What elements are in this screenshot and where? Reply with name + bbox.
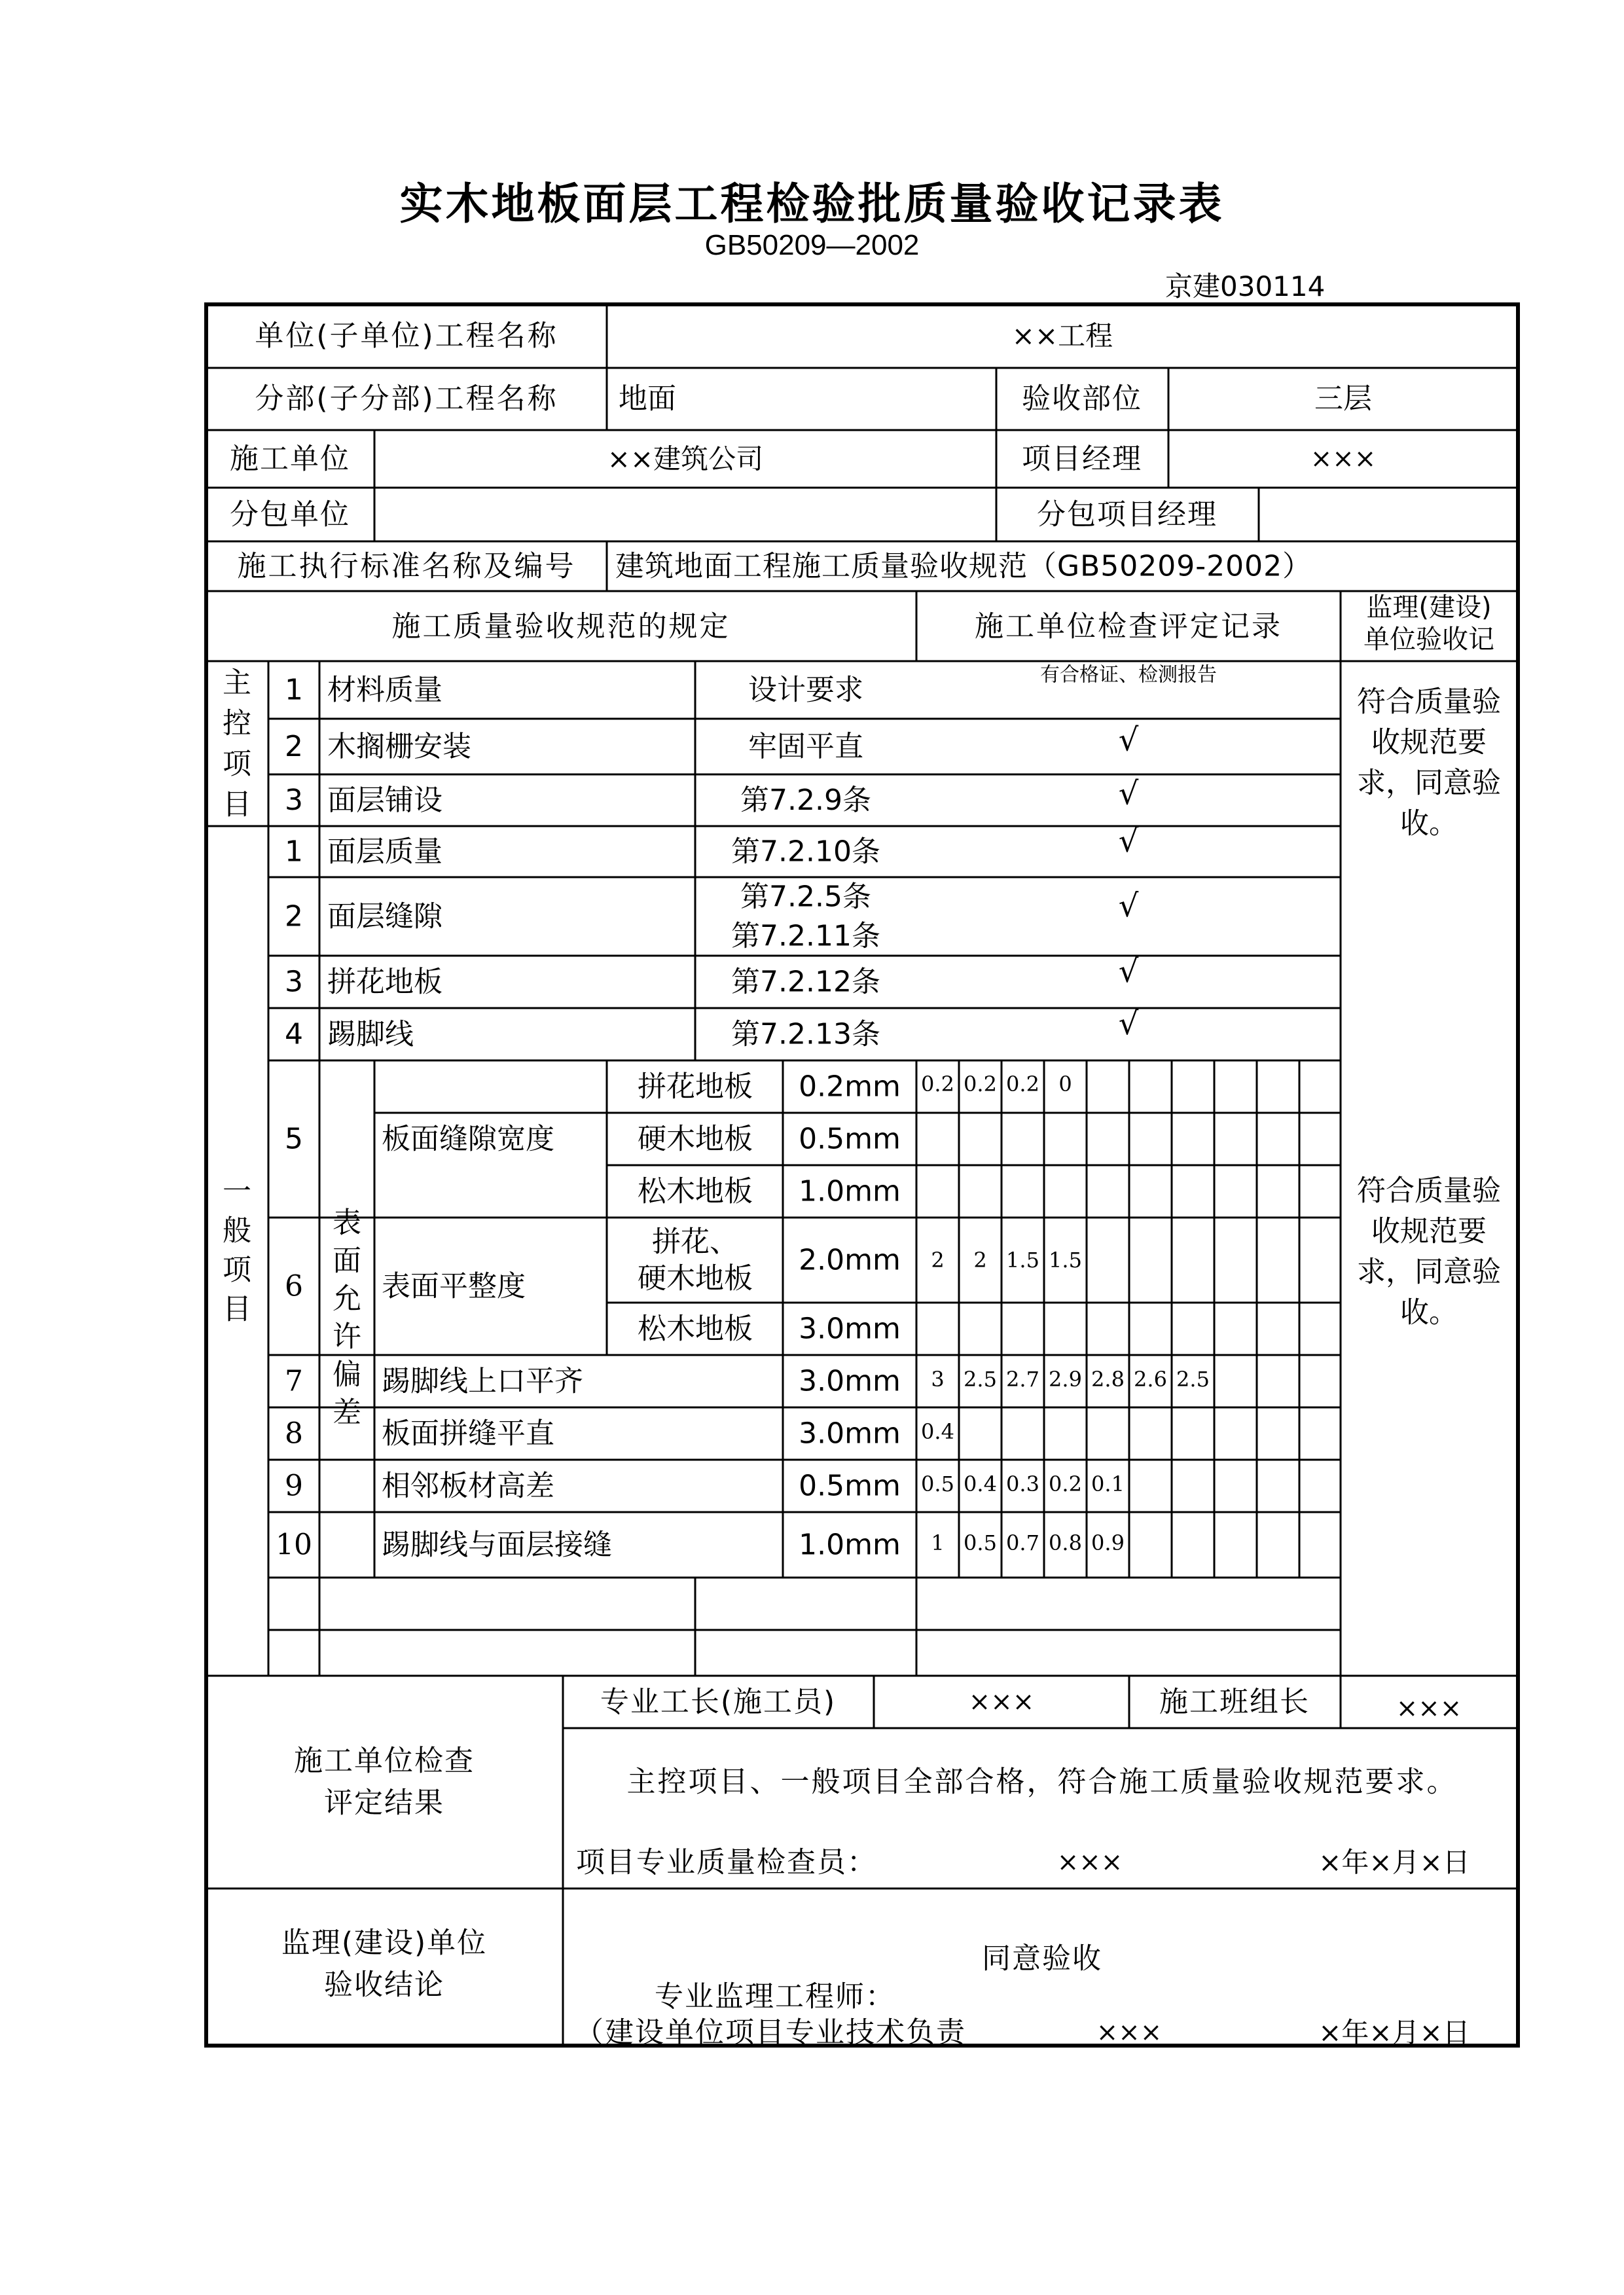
contractor-result-label: 施工单位检查 bbox=[294, 1744, 475, 1778]
measured-value: 0.7 bbox=[1006, 1530, 1039, 1555]
item-number: 2 bbox=[285, 730, 303, 763]
main-control-conclusion: 符合质量验 bbox=[1357, 685, 1501, 719]
table-cells bbox=[223, 319, 1501, 2050]
main-control-conclusion: 求，同意验 bbox=[1357, 766, 1501, 800]
supervisor-conclusion: 同意验收 bbox=[982, 1942, 1102, 1976]
check-mark: √ bbox=[1118, 823, 1139, 859]
item-name: 踢脚线上口平齐 bbox=[382, 1364, 583, 1398]
measured-value: 0.5 bbox=[921, 1472, 954, 1496]
measured-value: 1 bbox=[931, 1530, 945, 1555]
contractor-value: ××建筑公司 bbox=[607, 443, 764, 475]
measured-value: 0.3 bbox=[1006, 1472, 1039, 1496]
subcontractor-label: 分包单位 bbox=[230, 497, 350, 532]
sub-item-name: 拼花、 bbox=[652, 1225, 738, 1259]
main-control-label: 主 bbox=[223, 666, 251, 700]
item-name: 板面拼缝平直 bbox=[382, 1417, 554, 1451]
item-name: 板面缝隙宽度 bbox=[382, 1122, 554, 1156]
supervisor-signature: ××× bbox=[1096, 2017, 1163, 2048]
inspection-part-value: 三层 bbox=[1314, 382, 1372, 416]
team-leader-value: ××× bbox=[1396, 1693, 1462, 1724]
sub-item-name: 硬木地板 bbox=[638, 1122, 753, 1156]
measured-value: 3 bbox=[931, 1367, 945, 1392]
tolerance-value: 1.0mm bbox=[799, 1174, 901, 1208]
check-mark: √ bbox=[1118, 888, 1139, 924]
supervisor-result-label: 验收结论 bbox=[324, 1968, 444, 2002]
spec-rules-header: 施工质量验收规范的规定 bbox=[391, 609, 731, 643]
supervisor-header-line2: 单位验收记 bbox=[1363, 624, 1494, 655]
item-requirement: 第7.2.10条 bbox=[731, 835, 880, 869]
measured-value: 2.5 bbox=[1176, 1367, 1210, 1392]
measured-value: 0 bbox=[1058, 1072, 1072, 1096]
tolerance-value: 0.5mm bbox=[799, 1469, 901, 1503]
supervisor-date: ×年×月×日 bbox=[1318, 2016, 1470, 2049]
general-items-label: 一 bbox=[223, 1174, 251, 1208]
item-requirement: 第7.2.11条 bbox=[731, 919, 880, 953]
item-name: 面层缝隙 bbox=[327, 899, 442, 933]
item-number: 9 bbox=[285, 1469, 303, 1503]
form-code: 京建030114 bbox=[1165, 270, 1326, 302]
measured-value: 2 bbox=[973, 1248, 987, 1273]
item-number: 2 bbox=[285, 899, 303, 933]
sub-item-name: 松木地板 bbox=[638, 1312, 753, 1346]
measured-value: 2.6 bbox=[1134, 1367, 1167, 1392]
item-name: 面层质量 bbox=[327, 835, 442, 869]
sub-item-name: 硬木地板 bbox=[638, 1261, 753, 1295]
tolerance-value: 0.2mm bbox=[799, 1070, 901, 1104]
division-name-label: 分部(子分部)工程名称 bbox=[255, 382, 558, 416]
item-requirement: 第7.2.12条 bbox=[731, 965, 880, 999]
tolerance-value: 0.5mm bbox=[799, 1122, 901, 1156]
measured-value: 0.2 bbox=[1049, 1472, 1082, 1496]
project-name-value: ××工程 bbox=[1011, 319, 1113, 352]
item-number: 3 bbox=[285, 784, 303, 817]
item-requirement: 第7.2.13条 bbox=[731, 1017, 880, 1051]
item-name: 表面平整度 bbox=[382, 1269, 526, 1303]
contractor-label: 施工单位 bbox=[230, 442, 350, 476]
contractor-result-label: 评定结果 bbox=[324, 1786, 444, 1820]
item-requirement: 第7.2.9条 bbox=[740, 784, 871, 817]
measured-value: 2.8 bbox=[1091, 1367, 1125, 1392]
sub-manager-label: 分包项目经理 bbox=[1037, 497, 1218, 532]
foreman-value: ××× bbox=[968, 1687, 1035, 1717]
project-name-label: 单位(子单位)工程名称 bbox=[255, 319, 558, 353]
measured-value: 1.5 bbox=[1049, 1248, 1082, 1273]
tolerance-value: 2.0mm bbox=[799, 1243, 901, 1277]
measured-value: 0.4 bbox=[921, 1419, 954, 1444]
item-name: 木搁栅安装 bbox=[327, 730, 471, 763]
measured-value: 0.8 bbox=[1049, 1530, 1082, 1555]
inspector-label: 项目专业质量检查员： bbox=[576, 1845, 877, 1879]
supervisor-engineer-label: 专业监理工程师： bbox=[655, 1979, 895, 2014]
measured-value: 0.4 bbox=[964, 1472, 997, 1496]
item-name: 相邻板材高差 bbox=[382, 1469, 554, 1503]
measured-value: 2.7 bbox=[1006, 1367, 1039, 1392]
general-conclusion: 收规范要 bbox=[1371, 1214, 1487, 1248]
measured-value: 0.2 bbox=[1006, 1072, 1039, 1096]
sub-item-name: 拼花地板 bbox=[638, 1070, 753, 1104]
item-requirement: 第7.2.5条 bbox=[740, 880, 871, 914]
measured-value: 0.1 bbox=[1091, 1472, 1125, 1496]
tolerance-value: 3.0mm bbox=[799, 1417, 901, 1451]
general-conclusion: 符合质量验 bbox=[1357, 1174, 1501, 1208]
deviation-label: 差 bbox=[333, 1396, 361, 1430]
item-name: 踢脚线与面层接缝 bbox=[382, 1528, 612, 1562]
item-number: 8 bbox=[285, 1417, 303, 1451]
item-requirement: 设计要求 bbox=[748, 673, 863, 707]
contractor-result-text: 主控项目、一般项目全部合格，符合施工质量验收规范要求。 bbox=[626, 1765, 1458, 1799]
item-number: 1 bbox=[285, 835, 303, 869]
inspection-part-label: 验收部位 bbox=[1022, 382, 1142, 416]
contractor-record-header: 施工单位检查评定记录 bbox=[975, 609, 1282, 643]
general-conclusion: 求，同意验 bbox=[1357, 1255, 1501, 1289]
sub-item-name: 松木地板 bbox=[638, 1174, 753, 1208]
page-title: 实木地板面层工程检验批质量验收记录表 bbox=[399, 179, 1225, 229]
measured-value: 1.5 bbox=[1006, 1248, 1039, 1273]
tolerance-value: 1.0mm bbox=[799, 1528, 901, 1562]
measured-value: 0.5 bbox=[964, 1530, 997, 1555]
item-number: 3 bbox=[285, 965, 303, 999]
deviation-label: 表 bbox=[333, 1206, 361, 1240]
general-items-label: 目 bbox=[223, 1292, 251, 1326]
check-mark: √ bbox=[1118, 1005, 1139, 1042]
measured-value: 0.2 bbox=[921, 1072, 954, 1096]
project-manager-value: ××× bbox=[1310, 444, 1377, 474]
deviation-label: 面 bbox=[333, 1244, 361, 1278]
measured-value: 0.9 bbox=[1091, 1530, 1125, 1555]
tolerance-value: 3.0mm bbox=[799, 1364, 901, 1398]
measured-value: 2 bbox=[931, 1248, 945, 1273]
team-leader-label: 施工班组长 bbox=[1159, 1685, 1310, 1719]
owner-representative-label: （建设单位项目专业技术负责 bbox=[575, 2015, 966, 2050]
measured-value: 0.2 bbox=[964, 1072, 997, 1096]
spec-name-label: 施工执行标准名称及编号 bbox=[237, 549, 576, 583]
item-number: 4 bbox=[285, 1017, 303, 1051]
item-number: 1 bbox=[285, 673, 303, 707]
inspector-value: ××× bbox=[1056, 1847, 1123, 1877]
item-requirement: 牢固平直 bbox=[748, 730, 863, 763]
main-control-conclusion: 收规范要 bbox=[1371, 725, 1487, 759]
check-mark: √ bbox=[1118, 721, 1139, 759]
check-mark: √ bbox=[1118, 775, 1139, 812]
item-name: 面层铺设 bbox=[327, 784, 442, 817]
item-number: 10 bbox=[276, 1528, 312, 1562]
inspection-date: ×年×月×日 bbox=[1318, 1846, 1470, 1879]
spec-name-value: 建筑地面工程施工质量验收规范（GB50209-2002） bbox=[615, 549, 1312, 583]
deviation-label: 允 bbox=[333, 1282, 361, 1316]
main-control-label: 目 bbox=[223, 787, 251, 822]
supervisor-header-line1: 监理(建设) bbox=[1366, 592, 1492, 623]
standard-code: GB50209—2002 bbox=[704, 229, 920, 261]
item-name: 踢脚线 bbox=[327, 1017, 414, 1051]
general-items-label: 般 bbox=[223, 1214, 251, 1248]
foreman-label: 专业工长(施工员) bbox=[600, 1685, 837, 1719]
tolerance-value: 3.0mm bbox=[799, 1312, 901, 1346]
main-control-label: 控 bbox=[223, 706, 251, 740]
item-number: 7 bbox=[285, 1364, 303, 1398]
item-number: 6 bbox=[285, 1269, 303, 1303]
deviation-label: 偏 bbox=[333, 1358, 361, 1392]
division-name-value: 地面 bbox=[619, 382, 676, 416]
general-conclusion: 收。 bbox=[1400, 1295, 1458, 1329]
measured-value: 2.9 bbox=[1049, 1367, 1082, 1392]
item-record: 有合格证、检测报告 bbox=[1040, 663, 1217, 687]
project-manager-label: 项目经理 bbox=[1022, 442, 1142, 476]
measured-value: 2.5 bbox=[964, 1367, 997, 1392]
deviation-label: 许 bbox=[333, 1320, 361, 1354]
item-name: 材料质量 bbox=[327, 673, 442, 707]
check-mark: √ bbox=[1118, 953, 1139, 990]
item-number: 5 bbox=[285, 1122, 303, 1156]
general-items-label: 项 bbox=[223, 1253, 251, 1287]
main-control-conclusion: 收。 bbox=[1400, 806, 1458, 840]
item-name: 拼花地板 bbox=[327, 965, 442, 999]
supervisor-result-label: 监理(建设)单位 bbox=[281, 1926, 488, 1960]
main-control-label: 项 bbox=[223, 747, 251, 781]
